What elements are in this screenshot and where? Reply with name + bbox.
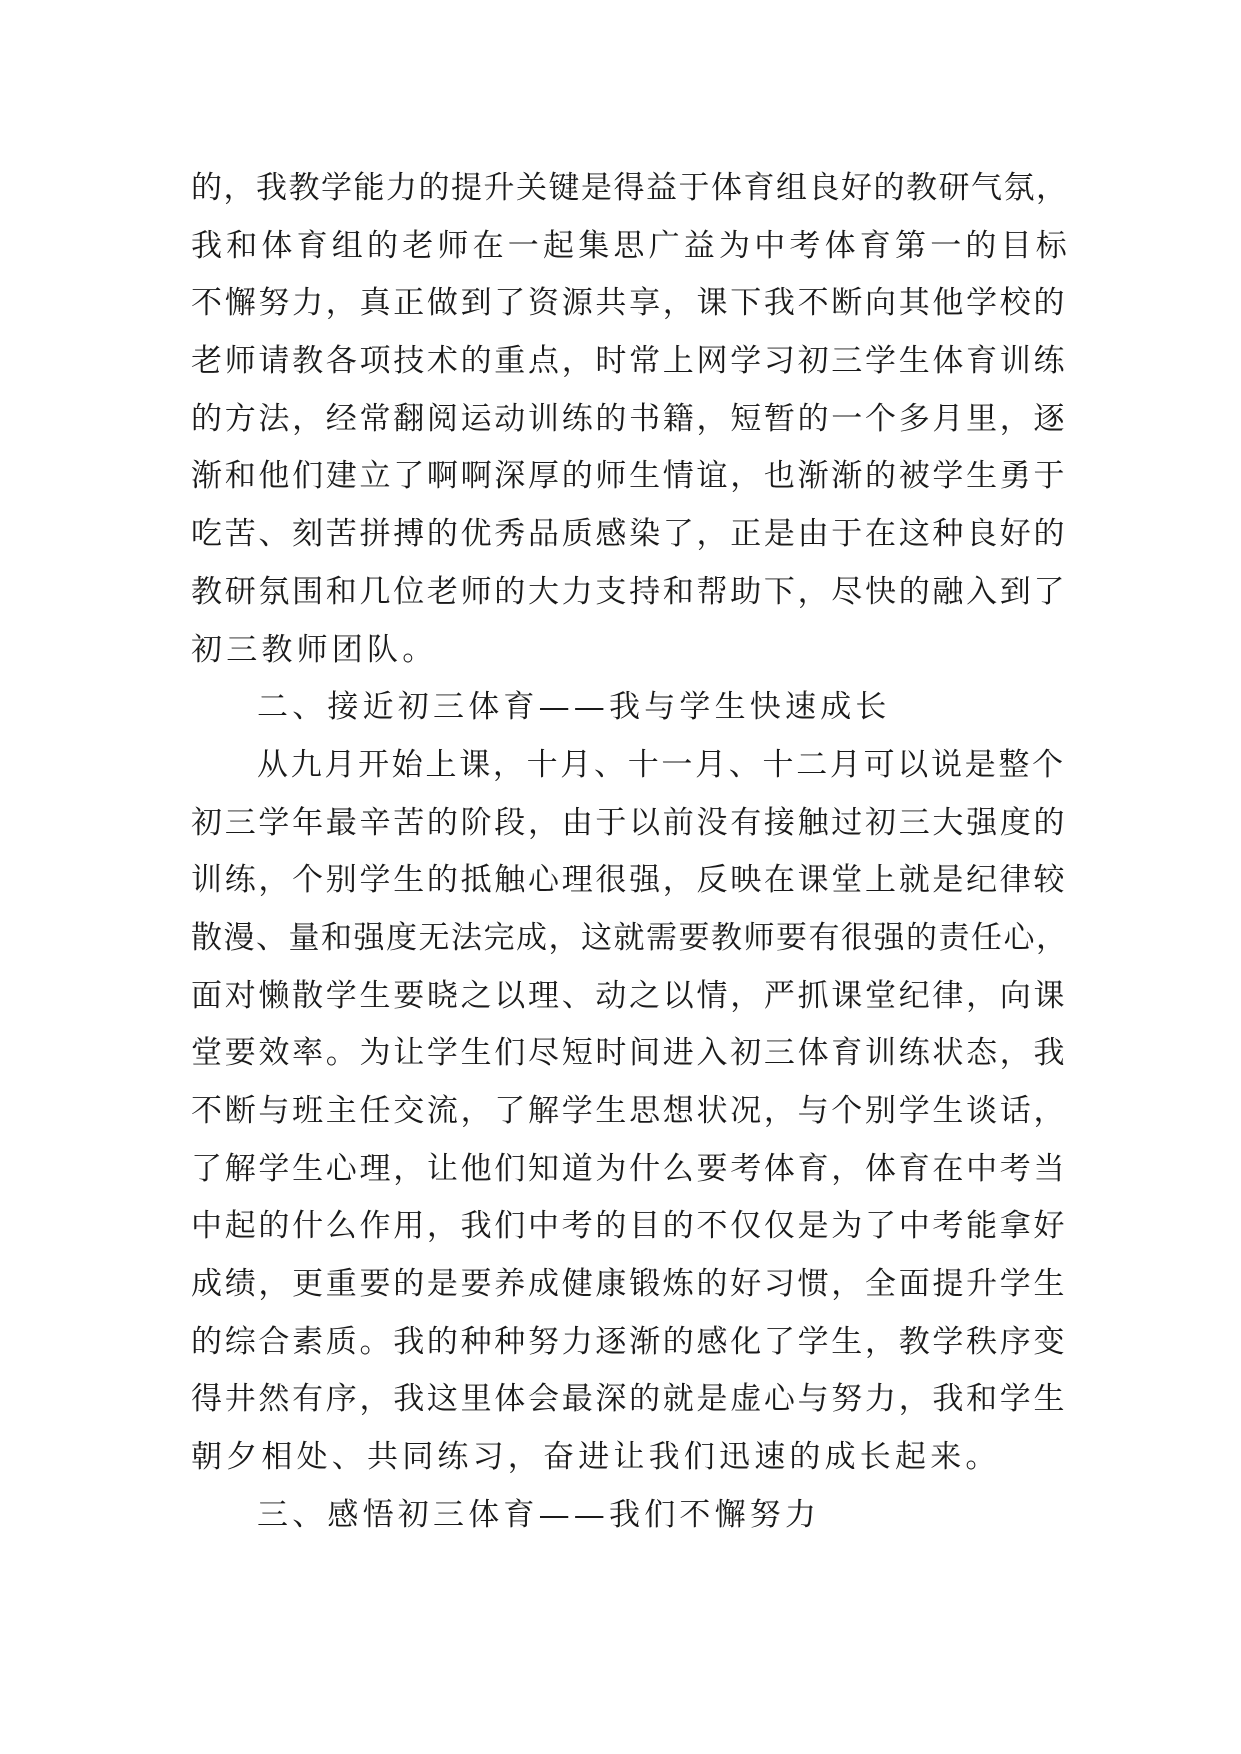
text-line: 面对懒散学生要晓之以理、动之以情，严抓课堂纪律，向课 (191, 977, 1068, 1014)
text-line: 朝夕相处、共同练习，奋进让我们迅速的成长起来。 (191, 1439, 1001, 1476)
text-line: 渐和他们建立了啊啊深厚的师生情谊，也渐渐的被学生勇于 (191, 458, 1068, 495)
text-line: 成绩，更重要的是要养成健康锻炼的好习惯，全面提升学生 (191, 1266, 1068, 1303)
text-line: 训练，个别学生的抵触心理很强，反映在课堂上就是纪律较 (191, 862, 1068, 899)
text-line: 的方法，经常翻阅运动训练的书籍，短暂的一个多月里，逐 (191, 400, 1068, 437)
document-body (191, 160, 1071, 1545)
paragraph-heading-line: 三、感悟初三体育——我们不懈努力 (257, 1496, 821, 1533)
text-line: 吃苦、刻苦拼搏的优秀品质感染了，正是由于在这种良好的 (191, 516, 1068, 553)
text-line: 不懈努力，真正做到了资源共享，课下我不断向其他学校的 (191, 285, 1068, 322)
text-line: 得井然有序，我这里体会最深的就是虚心与努力，我和学生 (191, 1381, 1068, 1418)
text-line: 老师请教各项技术的重点，时常上网学习初三学生体育训练 (191, 343, 1068, 380)
text-line: 的，我教学能力的提升关键是得益于体育组良好的教研气氛， (191, 170, 1069, 206)
text-line: 散漫、量和强度无法完成，这就需要教师要有很强的责任心， (191, 919, 1069, 956)
text-line: 堂要效率。为让学生们尽短时间进入初三体育训练状态，我 (191, 1035, 1068, 1072)
text-line: 初三教师团队。 (191, 631, 438, 668)
text-line: 我和体育组的老师在一起集思广益为中考体育第一的目标 (191, 227, 1071, 264)
text-line: 中起的什么作用，我们中考的目的不仅仅是为了中考能拿好 (191, 1208, 1068, 1245)
paragraph-heading-line: 从九月开始上课，十月、十一月、十二月可以说是整个 (257, 746, 1066, 783)
text-line: 的综合素质。我的种种努力逐渐的感化了学生，教学秩序变 (191, 1323, 1068, 1360)
text-line: 初三学年最辛苦的阶段，由于以前没有接触过初三大强度的 (191, 804, 1068, 841)
text-line: 教研氛围和几位老师的大力支持和帮助下，尽快的融入到了 (191, 573, 1068, 610)
text-line: 了解学生心理，让他们知道为什么要考体育，体育在中考当 (191, 1150, 1068, 1187)
paragraph-heading-line: 二、接近初三体育——我与学生快速成长 (257, 689, 891, 726)
text-line: 不断与班主任交流，了解学生思想状况，与个别学生谈话， (191, 1093, 1068, 1129)
